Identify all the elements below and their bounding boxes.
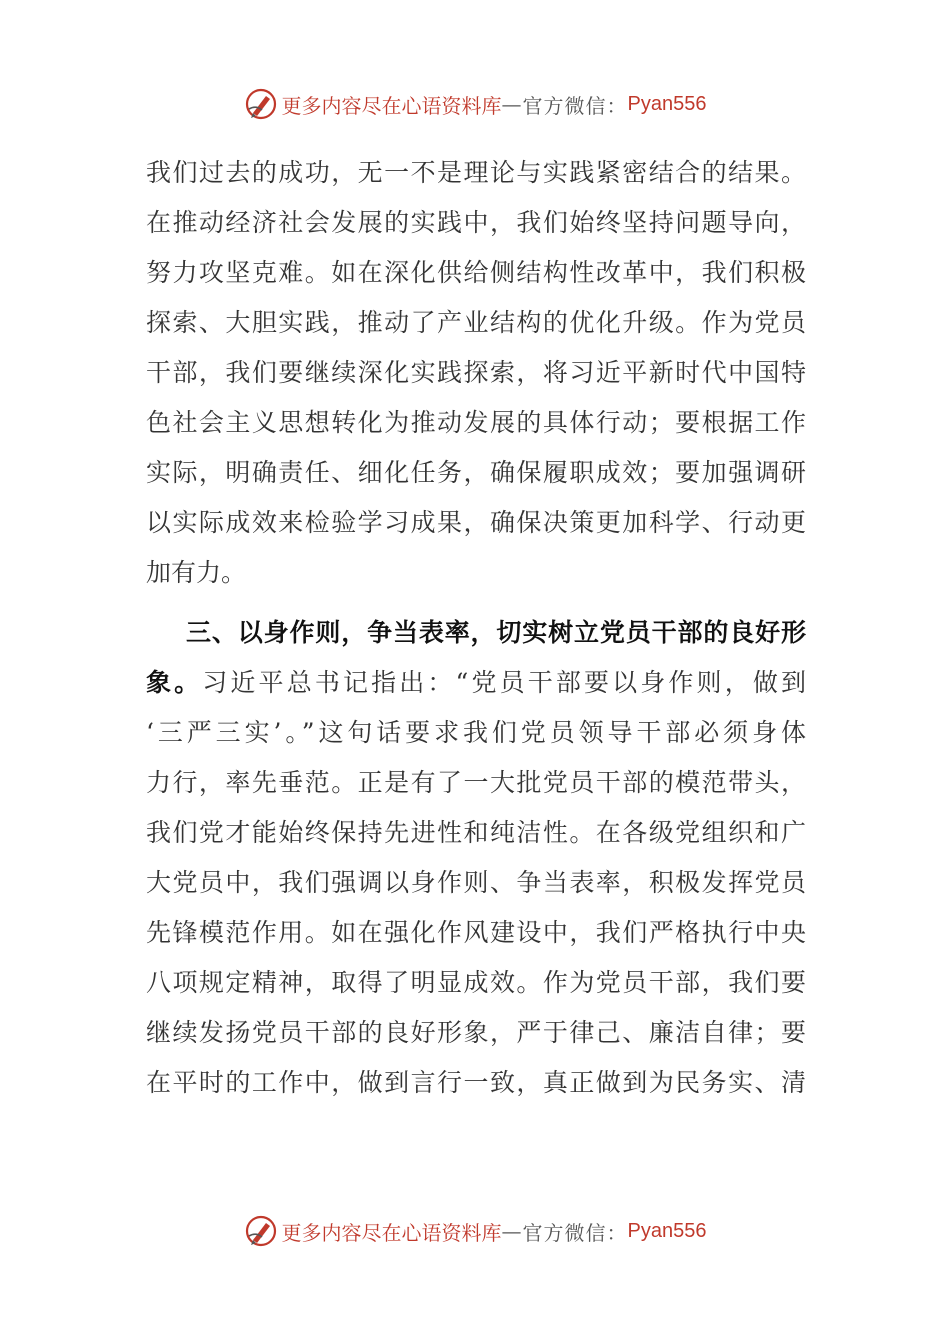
footer-wechat-id: Pyan556 — [627, 1219, 707, 1242]
text-line: 干部，我们要继续深化实践探索，将习近平新时代中国特 — [146, 358, 806, 387]
text-line: 大党员中，我们强调以身作则、争当表率，积极发挥党员 — [146, 868, 806, 897]
header-site-name: 更多内容尽在心语资料库 — [281, 93, 502, 118]
header-wechat-label: 官方微信： — [522, 93, 628, 118]
footer-wechat-label: 官方微信： — [522, 1220, 628, 1245]
footer-site-name: 更多内容尽在心语资料库 — [281, 1220, 502, 1245]
text-line — [146, 658, 806, 708]
footer-watermark — [0, 1211, 950, 1251]
text-line: 我们过去的成功，无一不是理论与实践紧密结合的结果。 — [146, 158, 806, 187]
paragraph-1 — [146, 148, 806, 598]
text-line: 继续发扬党员干部的良好形象，严于律己、廉洁自律；要 — [146, 1018, 806, 1047]
text-line: 我们党才能始终保持先进性和纯洁性。在各级党组织和广 — [146, 818, 806, 847]
pen-logo-icon — [244, 1214, 278, 1248]
pen-logo-icon — [244, 87, 278, 121]
paragraph-2 — [146, 608, 806, 1108]
text-line: 力行，率先垂范。正是有了一大批党员干部的模范带头， — [146, 768, 806, 797]
text-line: 在推动经济社会发展的实践中，我们始终坚持问题导向， — [146, 208, 806, 237]
text-line: ‘三严三实’。”这句话要求我们党员领导干部必须身体 — [146, 718, 806, 747]
text-line-rest: 习近平总书记指出：“党员干部要以身作则，做到 — [202, 668, 806, 697]
header-watermark — [0, 84, 950, 124]
header-dash: — — [501, 92, 523, 116]
section-heading: 三、以身作则，争当表率，切实树立党员干部的良好形 — [186, 618, 806, 647]
text-line: 实际，明确责任、细化任务，确保履职成效；要加强调研 — [146, 458, 806, 487]
footer-dash: — — [501, 1219, 523, 1243]
text-line: 八项规定精神，取得了明显成效。作为党员干部，我们要 — [146, 968, 806, 997]
document-body — [146, 148, 806, 1108]
text-line: 在平时的工作中，做到言行一致，真正做到为民务实、清 — [146, 1068, 806, 1097]
header-wechat-id: Pyan556 — [627, 92, 707, 115]
text-line: 努力攻坚克难。如在深化供给侧结构性改革中，我们积极 — [146, 258, 806, 287]
text-line: 以实际成效来检验学习成果，确保决策更加科学、行动更 — [146, 508, 806, 537]
section-heading-end: 象。 — [146, 668, 203, 697]
text-line: 先锋模范作用。如在强化作风建设中，我们严格执行中央 — [146, 918, 806, 947]
text-line: 加有力。 — [146, 558, 247, 587]
text-line: 探索、大胆实践，推动了产业结构的优化升级。作为党员 — [146, 308, 806, 337]
text-line: 色社会主义思想转化为推动发展的具体行动；要根据工作 — [146, 408, 806, 437]
